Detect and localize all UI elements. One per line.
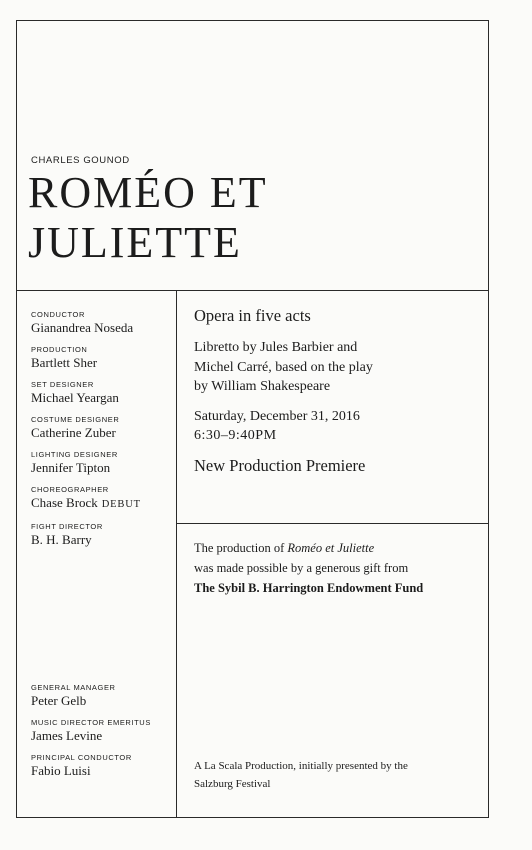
performance-time: 6:30–9:40PM [194,428,277,443]
premiere-label: New Production Premiere [194,455,366,475]
credit-music-director-emeritus [31,718,171,744]
credit-name-text: Chase Brock [31,495,98,510]
libretto-line: by William Shakespeare [194,379,331,394]
credit-general-manager [31,683,171,709]
credit-role: SET DESIGNER [31,380,94,389]
gift-production-title: Roméo et Juliette [287,541,375,555]
credit-conductor [31,310,171,336]
libretto-line: Libretto by Jules Barbier and [194,340,358,355]
credit-production [31,345,171,371]
credit-name: Michael Yeargan [31,390,119,405]
production-credit-line: A La Scala Production, initially presented by the [194,760,408,772]
credit-name: Fabio Luisi [31,763,91,778]
gift-line-prefix: The production of [194,541,288,555]
credit-costume-designer [31,415,171,441]
credit-lighting-designer [31,450,171,476]
credit-name: Catherine Zuber [31,425,116,440]
credit-role: MUSIC DIRECTOR EMERITUS [31,718,151,727]
opera-description: Opera in five acts [194,306,311,325]
credits-bottom [31,683,171,788]
opera-title [28,168,268,268]
credit-role: PRINCIPAL CONDUCTOR [31,753,132,762]
credit-role: GENERAL MANAGER [31,683,116,692]
credit-name: Jennifer Tipton [31,460,111,475]
credit-name: Peter Gelb [31,693,87,708]
credit-role: PRODUCTION [31,345,88,354]
gift-line [194,538,479,558]
endowment-fund-name: The Sybil B. Harrington Endowment Fund [194,581,424,595]
production-credit-line: Salzburg Festival [194,778,271,790]
opera-info [194,306,479,476]
credits-top [31,310,171,557]
credit-role: CONDUCTOR [31,310,86,319]
divider-vertical [176,290,177,818]
credit-name [31,495,171,513]
credit-principal-conductor [31,753,171,779]
credit-role: LIGHTING DESIGNER [31,450,118,459]
credit-role: FIGHT DIRECTOR [31,522,103,531]
performance-date: Saturday, December 31, 2016 [194,408,360,424]
credit-name: Gianandrea Noseda [31,320,134,335]
credit-name: James Levine [31,728,103,743]
divider-horizontal-top [16,290,489,291]
gift-line: was made possible by a generous gift from [194,561,409,575]
libretto-line: Michel Carré, based on the play [194,359,373,375]
credit-name: B. H. Barry [31,532,92,547]
credit-name: Bartlett Sher [31,355,98,370]
divider-horizontal-middle [176,523,489,524]
production-credit [194,757,479,793]
credit-role: COSTUME DESIGNER [31,415,120,424]
gift-acknowledgement [194,538,479,598]
composer-name: CHARLES GOUNOD [31,155,130,166]
credit-fight-director [31,522,171,548]
credit-set-designer [31,380,171,406]
title-line-2: JULIETTE [28,218,242,267]
credit-role: CHOREOGRAPHER [31,485,109,494]
debut-badge: DEBUT [101,499,141,510]
title-line-1: ROMÉO ET [28,168,268,217]
credit-choreographer [31,485,171,513]
